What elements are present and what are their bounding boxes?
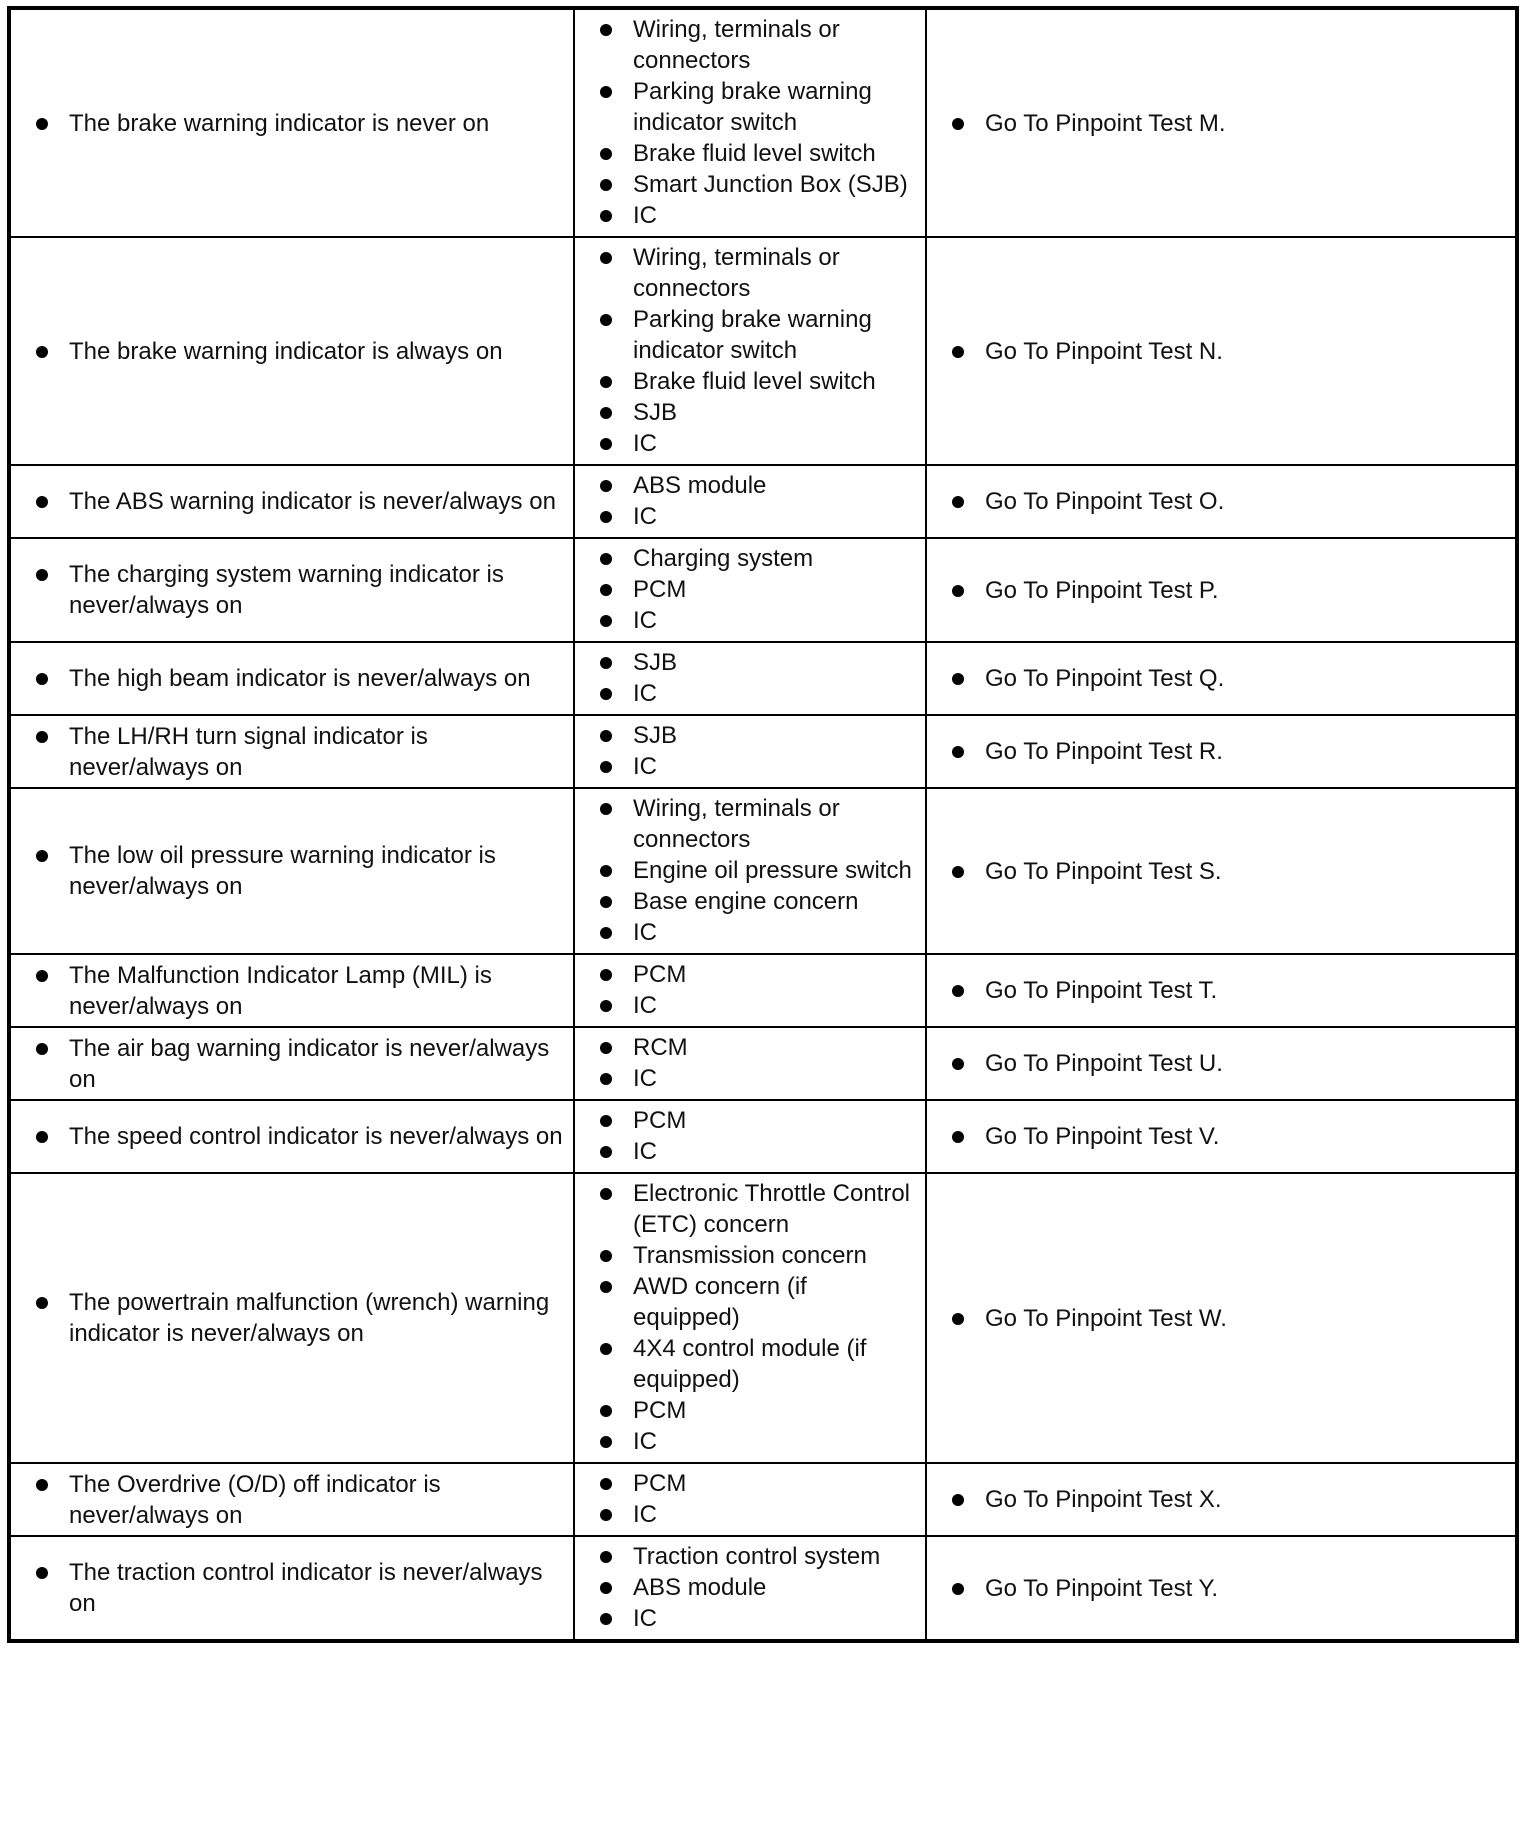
cause-item: ABS module (575, 470, 925, 501)
action-cell (926, 715, 1517, 788)
cause-item: IC (575, 1136, 925, 1167)
action-text: Go To Pinpoint Test N. (927, 336, 1515, 367)
condition-text: The powertrain malfunction (wrench) warning indicator is never/always on (11, 1287, 573, 1349)
causes-cell (574, 715, 926, 788)
cause-item: PCM (575, 1395, 925, 1426)
action-text: Go To Pinpoint Test M. (927, 108, 1515, 139)
action-cell (926, 465, 1517, 538)
symptom-chart-body (9, 8, 1517, 1641)
causes-cell (574, 1173, 926, 1463)
condition-text: The charging system warning indicator is never/always on (11, 559, 573, 621)
cause-item: SJB (575, 397, 925, 428)
action-text: Go To Pinpoint Test V. (927, 1121, 1515, 1152)
condition-cell (9, 1100, 574, 1173)
cause-item: IC (575, 1603, 925, 1634)
causes-cell (574, 954, 926, 1027)
action-text: Go To Pinpoint Test T. (927, 975, 1515, 1006)
cause-item: IC (575, 751, 925, 782)
table-row (9, 8, 1517, 237)
cause-item: IC (575, 605, 925, 636)
action-cell (926, 237, 1517, 465)
action-cell (926, 642, 1517, 715)
table-row (9, 788, 1517, 954)
cause-item: Parking brake warning indicator switch (575, 76, 925, 138)
cause-item: Wiring, terminals or connectors (575, 793, 925, 855)
cause-item: Engine oil pressure switch (575, 855, 925, 886)
condition-text: The air bag warning indicator is never/always on (11, 1033, 573, 1095)
condition-cell (9, 8, 574, 237)
condition-cell (9, 1463, 574, 1536)
cause-item: ABS module (575, 1572, 925, 1603)
cause-item: Parking brake warning indicator switch (575, 304, 925, 366)
causes-cell (574, 1463, 926, 1536)
table-row (9, 538, 1517, 642)
cause-item: IC (575, 1426, 925, 1457)
cause-item: PCM (575, 1105, 925, 1136)
causes-cell (574, 642, 926, 715)
causes-cell (574, 788, 926, 954)
table-row (9, 954, 1517, 1027)
cause-item: PCM (575, 959, 925, 990)
condition-text: The low oil pressure warning indicator is never/always on (11, 840, 573, 902)
causes-cell (574, 8, 926, 237)
table-row (9, 642, 1517, 715)
cause-item: AWD concern (if equipped) (575, 1271, 925, 1333)
action-cell (926, 1463, 1517, 1536)
action-cell (926, 954, 1517, 1027)
condition-cell (9, 642, 574, 715)
cause-item: SJB (575, 647, 925, 678)
causes-cell (574, 1027, 926, 1100)
condition-cell (9, 237, 574, 465)
condition-text: The speed control indicator is never/always on (11, 1121, 573, 1152)
cause-item: Base engine concern (575, 886, 925, 917)
action-text: Go To Pinpoint Test U. (927, 1048, 1515, 1079)
condition-cell (9, 715, 574, 788)
cause-item: SJB (575, 720, 925, 751)
action-cell (926, 1536, 1517, 1641)
table-row (9, 1536, 1517, 1641)
cause-item: IC (575, 1499, 925, 1530)
cause-item: IC (575, 917, 925, 948)
cause-item: IC (575, 1063, 925, 1094)
condition-text: The LH/RH turn signal indicator is never/always on (11, 721, 573, 783)
table-row (9, 465, 1517, 538)
table-row (9, 1027, 1517, 1100)
cause-item: PCM (575, 1468, 925, 1499)
causes-cell (574, 538, 926, 642)
action-text: Go To Pinpoint Test P. (927, 575, 1515, 606)
action-cell (926, 538, 1517, 642)
action-text: Go To Pinpoint Test R. (927, 736, 1515, 767)
causes-cell (574, 1536, 926, 1641)
causes-cell (574, 237, 926, 465)
action-text: Go To Pinpoint Test Q. (927, 663, 1515, 694)
condition-cell (9, 1173, 574, 1463)
table-row (9, 1173, 1517, 1463)
condition-cell (9, 465, 574, 538)
cause-item: IC (575, 501, 925, 532)
action-text: Go To Pinpoint Test S. (927, 856, 1515, 887)
action-cell (926, 1173, 1517, 1463)
action-text: Go To Pinpoint Test Y. (927, 1573, 1515, 1604)
cause-item: IC (575, 678, 925, 709)
cause-item: Wiring, terminals or connectors (575, 242, 925, 304)
condition-text: The brake warning indicator is always on (11, 336, 573, 367)
cause-item: Electronic Throttle Control (ETC) concern (575, 1178, 925, 1240)
cause-item: Brake fluid level switch (575, 366, 925, 397)
cause-item: Transmission concern (575, 1240, 925, 1271)
condition-cell (9, 1027, 574, 1100)
table-row (9, 1100, 1517, 1173)
cause-item: PCM (575, 574, 925, 605)
action-text: Go To Pinpoint Test O. (927, 486, 1515, 517)
cause-item: IC (575, 428, 925, 459)
cause-item: Wiring, terminals or connectors (575, 14, 925, 76)
causes-cell (574, 465, 926, 538)
condition-cell (9, 788, 574, 954)
condition-text: The Overdrive (O/D) off indicator is never/always on (11, 1469, 573, 1531)
action-cell (926, 8, 1517, 237)
table-row (9, 715, 1517, 788)
condition-cell (9, 538, 574, 642)
action-text: Go To Pinpoint Test X. (927, 1484, 1515, 1515)
cause-item: RCM (575, 1032, 925, 1063)
cause-item: IC (575, 990, 925, 1021)
symptom-chart-table (7, 6, 1519, 1643)
condition-text: The Malfunction Indicator Lamp (MIL) is never/always on (11, 960, 573, 1022)
condition-cell (9, 954, 574, 1027)
causes-cell (574, 1100, 926, 1173)
table-row (9, 237, 1517, 465)
action-cell (926, 788, 1517, 954)
condition-text: The high beam indicator is never/always on (11, 663, 573, 694)
condition-text: The brake warning indicator is never on (11, 108, 573, 139)
cause-item: Brake fluid level switch (575, 138, 925, 169)
condition-text: The traction control indicator is never/always on (11, 1557, 573, 1619)
cause-item: Charging system (575, 543, 925, 574)
action-text: Go To Pinpoint Test W. (927, 1303, 1515, 1334)
condition-text: The ABS warning indicator is never/always on (11, 486, 573, 517)
cause-item: Traction control system (575, 1541, 925, 1572)
action-cell (926, 1027, 1517, 1100)
condition-cell (9, 1536, 574, 1641)
cause-item: 4X4 control module (if equipped) (575, 1333, 925, 1395)
table-row (9, 1463, 1517, 1536)
cause-item: Smart Junction Box (SJB) (575, 169, 925, 200)
cause-item: IC (575, 200, 925, 231)
action-cell (926, 1100, 1517, 1173)
